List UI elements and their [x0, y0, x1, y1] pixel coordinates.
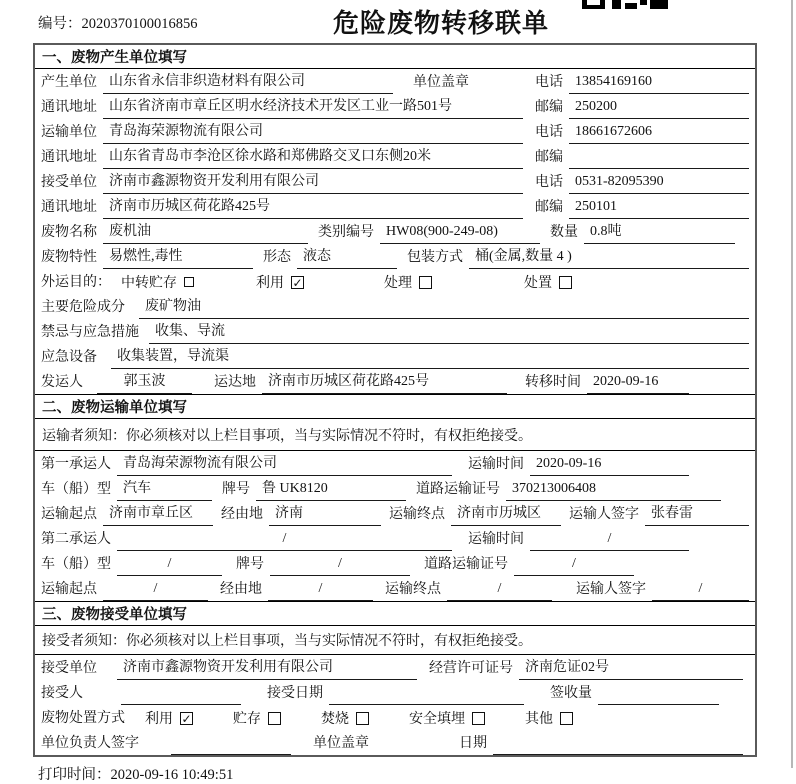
- disposal-option-other: 其他: [525, 708, 573, 730]
- waste-pack-value: 桶(金属,数量 4 ): [469, 245, 749, 269]
- responsible-sign-value: [171, 751, 291, 755]
- transporter-address-label: 通讯地址: [41, 150, 97, 165]
- taboo-measures-value: 收集、导流: [149, 320, 749, 344]
- route2-via-label: 经由地: [220, 582, 262, 597]
- disposal-landfill-checkbox: [472, 712, 485, 725]
- vehicle1-cert-label: 道路运输证号: [416, 482, 500, 497]
- transfer-time-value: 2020-09-16: [587, 374, 689, 394]
- hazard-component-row: [35, 294, 755, 319]
- seal-date-value: [493, 751, 743, 755]
- page-edge-line: [791, 0, 793, 768]
- receiver-address-row: [35, 194, 755, 219]
- accepting-unit-label: 接受单位: [41, 661, 97, 676]
- receiver-zip-label: 邮编: [535, 200, 563, 215]
- dispose-checkbox: [559, 276, 572, 289]
- transfer-storage-checkbox: [184, 277, 194, 287]
- acceptor-label: 接受人: [41, 686, 83, 701]
- accepting-unit-row: [35, 655, 755, 680]
- carrier2-time-label: 运输时间: [468, 532, 524, 547]
- taboo-measures-label: 禁忌与应急措施: [41, 325, 139, 340]
- waste-form-label: 形态: [263, 250, 291, 265]
- destination-label: 运达地: [214, 375, 256, 390]
- route1-row: [35, 501, 755, 526]
- responsible-sign-label: 单位负责人签字: [41, 736, 139, 751]
- producer-address-value: 山东省济南市章丘区明水经济技术开发区工业一路501号: [103, 95, 523, 119]
- purpose-option-treat: 处理: [384, 272, 432, 294]
- vehicle1-type-value: 汽车: [117, 477, 212, 501]
- received-qty-label: 签收量: [550, 686, 592, 701]
- waste-pack-label: 包装方式: [407, 250, 463, 265]
- purpose-option-transfer-storage: 中转贮存: [121, 272, 194, 294]
- seal-date-label: 日期: [459, 736, 487, 751]
- carrier1-time-label: 运输时间: [468, 457, 524, 472]
- print-time-label: 打印时间：: [38, 767, 111, 783]
- carrier2-value: /: [117, 531, 452, 551]
- waste-code-value: HW08(900-249-08): [380, 224, 540, 244]
- producer-phone-label: 电话: [535, 75, 563, 90]
- waste-qty-value: 0.8吨: [584, 220, 735, 244]
- receiver-address-value: 济南市历城区荷花路425号: [103, 195, 523, 219]
- accept-date-value: [329, 701, 524, 705]
- section1-header: 一、废物产生单位填写: [35, 45, 755, 69]
- receiver-address-label: 通讯地址: [41, 200, 97, 215]
- accepting-unit-value: 济南市鑫源物资开发利用有限公司: [117, 656, 417, 680]
- route2-origin-value: /: [103, 581, 208, 601]
- producer-phone-value: 13854169160: [569, 74, 749, 94]
- vehicle2-plate-label: 牌号: [236, 557, 264, 572]
- transporter-address-value: 山东省青岛市李沧区徐水路和郑佛路交叉口东侧20米: [103, 145, 523, 169]
- vehicle2-cert-value: /: [514, 556, 634, 576]
- producer-value: 山东省永信非织造材料有限公司: [103, 70, 393, 94]
- form-header: [0, 0, 796, 43]
- route1-origin-label: 运输起点: [41, 507, 97, 522]
- taboo-measures-row: [35, 319, 755, 344]
- transfer-purpose-label: 外运目的：: [41, 275, 111, 290]
- hazard-component-label: 主要危险成分: [41, 300, 125, 315]
- utilize-checkbox: ✓: [292, 275, 303, 290]
- producer-zip-value: 250200: [569, 99, 749, 119]
- producer-address-row: [35, 94, 755, 119]
- vehicle1-plate-value: 鲁 UK8120: [256, 477, 406, 501]
- destination-value: 济南市历城区荷花路425号: [262, 370, 507, 394]
- vehicle2-cert-label: 道路运输证号: [424, 557, 508, 572]
- route1-via-value: 济南: [269, 502, 381, 526]
- waste-property-row: [35, 244, 755, 269]
- disposal-option-landfill: 安全填埋: [409, 708, 485, 730]
- unit-seal-label: 单位盖章: [313, 736, 369, 751]
- disposal-other-checkbox: [560, 712, 573, 725]
- carrier2-row: [35, 526, 755, 551]
- emergency-equipment-label: 应急设备: [41, 350, 97, 365]
- license-value: 济南危证02号: [519, 656, 743, 680]
- carrier1-value: 青岛海荣源物流有限公司: [117, 452, 452, 476]
- route2-sign-label: 运输人签字: [576, 582, 646, 597]
- vehicle1-row: [35, 476, 755, 501]
- transfer-purpose-row: [35, 269, 755, 294]
- vehicle1-type-label: 车（船）型: [41, 482, 111, 497]
- route1-sign-label: 运输人签字: [569, 507, 639, 522]
- form-number-label: 编号：: [38, 16, 82, 32]
- receiver-phone-value: 0531-82095390: [569, 174, 749, 194]
- responsible-sign-row: [35, 730, 755, 755]
- vehicle2-row: [35, 551, 755, 576]
- route1-sign-value: 张春雷: [645, 502, 749, 526]
- route1-end-label: 运输终点: [389, 507, 445, 522]
- emergency-equipment-value: 收集装置，导流渠: [111, 345, 749, 369]
- receiver-zip-value: 250101: [569, 199, 749, 219]
- purpose-option-utilize: 利用 ✓: [256, 275, 303, 291]
- section3-header: 三、废物接受单位填写: [35, 601, 755, 626]
- vehicle2-type-label: 车（船）型: [41, 557, 111, 572]
- acceptor-value: [121, 701, 241, 705]
- disposal-method-label: 废物处置方式: [41, 711, 125, 726]
- waste-property-value: 易燃性,毒性: [103, 245, 253, 269]
- transporter-label: 运输单位: [41, 125, 97, 140]
- receiver-label: 接受单位: [41, 175, 97, 190]
- print-time-value: 2020-09-16 10:49:51: [110, 767, 234, 783]
- purpose-option-dispose: 处置: [524, 272, 572, 294]
- route2-row: [35, 576, 755, 601]
- carrier1-label: 第一承运人: [41, 457, 111, 472]
- transporter-value: 青岛海荣源物流有限公司: [103, 120, 523, 144]
- acceptor-row: [35, 680, 755, 705]
- route1-origin-value: 济南市章丘区: [103, 502, 213, 526]
- form-number-value: 2020370100016856: [81, 16, 198, 32]
- vehicle2-plate-value: /: [270, 556, 410, 576]
- producer-row: [35, 69, 755, 94]
- waste-name-label: 废物名称: [41, 225, 97, 240]
- vehicle1-plate-label: 牌号: [222, 482, 250, 497]
- vehicle2-type-value: /: [117, 556, 222, 576]
- carrier2-label: 第二承运人: [41, 532, 111, 547]
- producer-address-label: 通讯地址: [41, 100, 97, 115]
- disposal-option-utilize: 利用 ✓: [145, 711, 192, 727]
- section2-header: 二、废物运输单位填写: [35, 394, 755, 419]
- treat-checkbox: [419, 276, 432, 289]
- form-table: [33, 43, 757, 757]
- waste-code-label: 类别编号: [318, 225, 374, 240]
- vehicle1-cert-value: 370213006408: [506, 481, 721, 501]
- disposal-incinerate-checkbox: [356, 712, 369, 725]
- dispatcher-value: 郭玉波: [97, 370, 192, 394]
- route2-end-label: 运输终点: [385, 582, 441, 597]
- transporter-zip-value: [569, 165, 749, 169]
- waste-qty-label: 数量: [550, 225, 578, 240]
- receiver-row: [35, 169, 755, 194]
- transporter-address-row: [35, 144, 755, 169]
- disposal-option-incinerate: 焚烧: [321, 708, 369, 730]
- waste-name-value: 废机油: [103, 220, 308, 244]
- disposal-utilize-checkbox: ✓: [181, 711, 192, 726]
- carrier2-time-value: /: [530, 531, 689, 551]
- disposal-store-checkbox: [268, 712, 281, 725]
- carrier1-time-value: 2020-09-16: [530, 456, 689, 476]
- transfer-time-label: 转移时间: [525, 375, 581, 390]
- print-time: [38, 763, 796, 784]
- hazard-component-value: 废矿物油: [139, 295, 749, 319]
- disposal-option-store: 贮存: [233, 708, 281, 730]
- transporter-phone-label: 电话: [535, 125, 563, 140]
- emergency-equipment-row: [35, 344, 755, 369]
- disposal-method-row: [35, 705, 755, 730]
- section3-notice: 接受者须知：你必须核对以上栏目事项，当与实际情况不符时，有权拒绝接受。: [35, 626, 755, 655]
- form-number: [38, 12, 198, 33]
- received-qty-value: [598, 701, 719, 705]
- route2-origin-label: 运输起点: [41, 582, 97, 597]
- accept-date-label: 接受日期: [267, 686, 323, 701]
- route2-end-value: /: [447, 581, 552, 601]
- receiver-phone-label: 电话: [535, 175, 563, 190]
- route2-via-value: /: [268, 581, 373, 601]
- dispatch-row: [35, 369, 755, 394]
- waste-name-row: [35, 219, 755, 244]
- waste-form-value: 液态: [297, 245, 397, 269]
- receiver-value: 济南市鑫源物资开发利用有限公司: [103, 170, 523, 194]
- license-label: 经营许可证号: [429, 661, 513, 676]
- producer-zip-label: 邮编: [535, 100, 563, 115]
- section2-notice: 运输者须知：你必须核对以上栏目事项，当与实际情况不符时，有权拒绝接受。: [35, 419, 755, 451]
- waste-property-label: 废物特性: [41, 250, 97, 265]
- dispatcher-label: 发运人: [41, 375, 83, 390]
- producer-seal-label: 单位盖章: [413, 75, 469, 90]
- transporter-zip-label: 邮编: [535, 150, 563, 165]
- carrier1-row: [35, 451, 755, 476]
- route1-end-value: 济南市历城区: [451, 502, 561, 526]
- form-title: 危险废物转移联单: [333, 8, 550, 38]
- producer-label: 产生单位: [41, 75, 97, 90]
- transporter-phone-value: 18661672606: [569, 124, 749, 144]
- route1-via-label: 经由地: [221, 507, 263, 522]
- transporter-row: [35, 119, 755, 144]
- route2-sign-value: /: [652, 581, 749, 601]
